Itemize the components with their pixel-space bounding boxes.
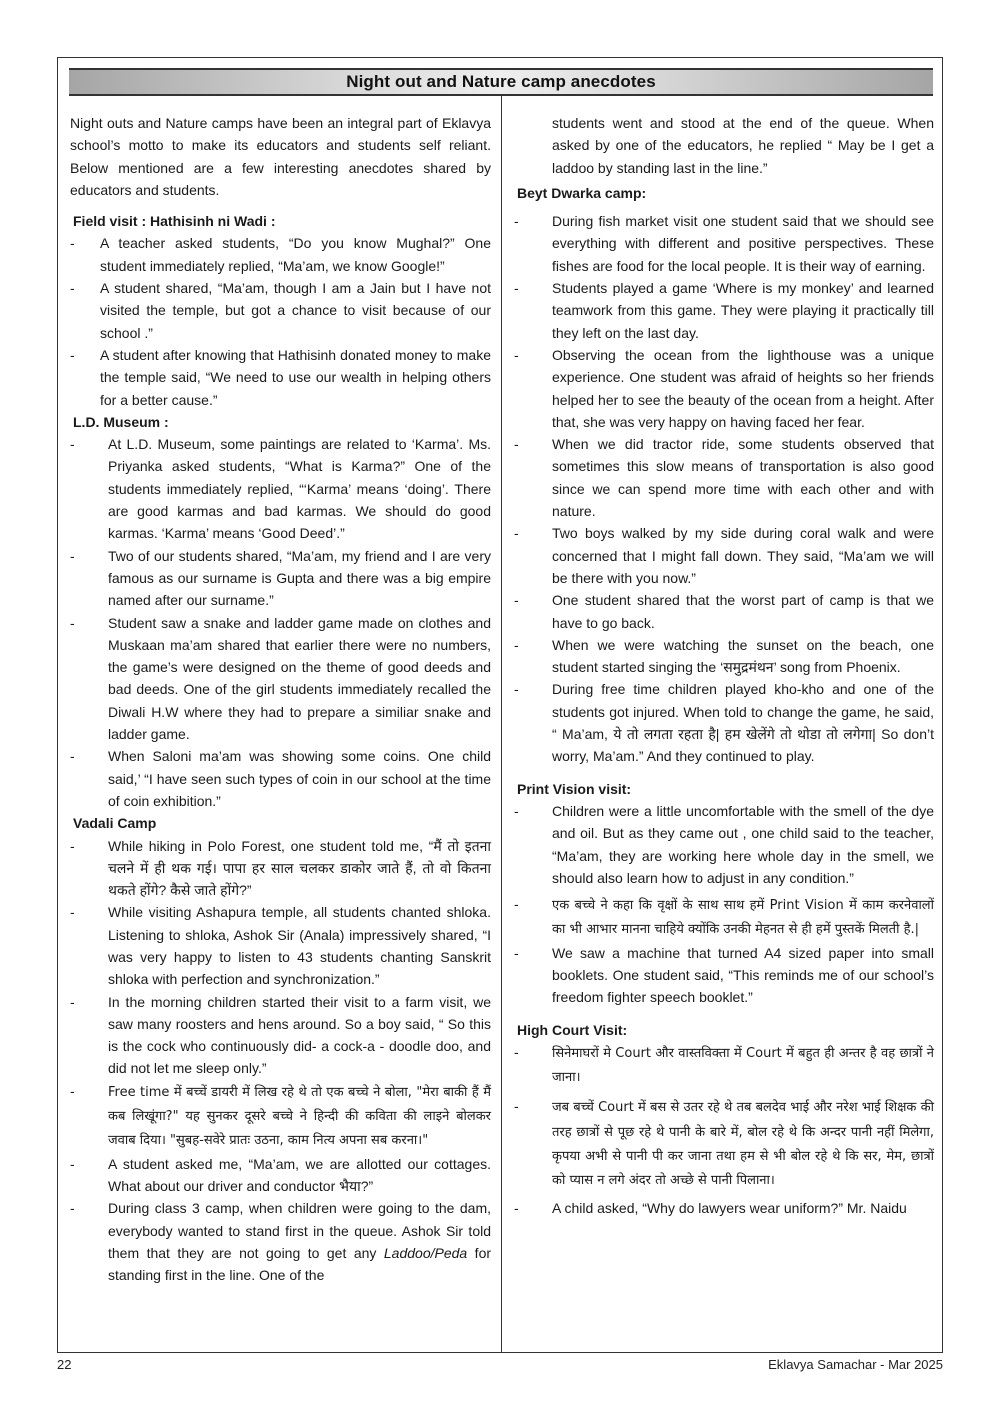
article-title: Night out and Nature camp anecdotes [346,72,656,91]
bullet-dash: - [514,1043,519,1060]
bullet-dash: - [514,436,519,453]
section-heading-hathisinh: Field visit : Hathisinh ni Wadi : [73,213,276,230]
bullet-dash: - [70,748,75,765]
bullet-dash: - [514,213,519,230]
bullet-dash: - [70,235,75,252]
list-item: - Free time में बच्चें डायरी में लिख रहे थे तो एक बच्चे ने बोला, "मेरा बाकी हैं मैं कब लिखूंगा?" यह सुनकर दूसरे बच्चे ने हिन्दी की कविता की लाइने बोलकर जवाब दिया। "सुबह-सवेरे प्रातः उठना, काम नित्य अपना सब करना।" [70,1080,491,1153]
bullet-dash: - [70,614,75,631]
list-item: - A student after knowing that Hathisinh donated money to make the temple said, “We need to use our wealth in helping others for a better cause.” [70,344,491,411]
title-banner [69,68,933,96]
bullet-dash: - [70,1082,75,1099]
list-item: - A student shared, “Ma’am, though I am a Jain but I have not visited the temple, but got a chance to visit because of our school .” [70,277,491,344]
section-heading-high-court: High Court Visit: [517,1021,628,1038]
list-item: - A teacher asked students, “Do you know Mughal?” One student immediately replied, “Ma’am, we know Google!” [70,232,491,277]
list-item: - Students played a game ‘Where is my monkey’ and learned teamwork from this game. They were playing it practically till they left on the last day. [514,277,934,344]
list-item: - While visiting Ashapura temple, all students chanted shloka. Listening to shloka, Ashok Sir (Anala) impressively shared, “I was very happy to listen to 43 students chanting Sanskrit shloka with perfection and synchronization.” [70,901,491,990]
list-item: - Student saw a snake and ladder game made on clothes and Muskaan ma’am shared that earlier there were no numbers, the game’s were designed on the theme of good deeds and bad deeds. One of the girl students immediately recalled the Diwali H.W where they had to prepare a similiar snake and ladder game. [70,612,491,746]
bullet-dash: - [70,904,75,921]
section-heading-print-vision: Print Vision visit: [517,780,632,797]
bullet-dash: - [514,1199,519,1216]
list-item: - At L.D. Museum, some paintings are related to ‘Karma’. Ms. Priyanka asked students, “What is Karma?” One of the students immediately replied, “‘Karma’ means ‘doing’. There are good karmas and bad karmas. We should do good karmas. ‘Karma’ means ‘Good Deed’.” [70,433,491,544]
bullet-dash: - [514,280,519,297]
article-frame [57,57,943,1353]
hathisinh-list [70,232,491,410]
left-column [70,112,491,1286]
list-item: - During fish market visit one student said that we should see everything with different and positive perspectives. These fishes are food for the local people. It is their way of earning. [514,210,934,277]
ld-museum-list [70,433,491,812]
bullet-dash: - [70,280,75,297]
list-item: - Two boys walked by my side during coral walk and were concerned that I might fall down. They said, “Ma’am we will be there with you now.” [514,522,934,589]
list-item: - When Saloni ma’am was showing some coins. One child said,’ “I have seen such types of coin in our school at the time of coin exhibition.” [70,745,491,812]
right-column [514,112,934,1219]
list-item: - When we were watching the sunset on the beach, one student started singing the ‘समुद्रमंथन’ song from Phoenix. [514,634,934,679]
continued-paragraph: students went and stood at the end of the queue. When asked by one of the educators, he replied “ May be I get a laddoo by standing last in the line.” [552,115,934,176]
list-item: - Two of our students shared, “Ma’am, my friend and I are very famous as our surname is Gupta and there was a big empire named after our surname.” [70,545,491,612]
section-heading-ld-museum: L.D. Museum : [73,413,169,430]
list-item: - During free time children played kho-kho and one of the students got injured. When told to change the game, he said, “ Ma’am, ये तो लगता रहता है| हम खेलेंगे तो थोडा तो लगेगा| So don’t worry, Ma’am.” And they continued to play. [514,678,934,767]
bullet-dash: - [514,636,519,653]
list-item: - During class 3 camp, when children were going to the dam, everybody wanted to stand first in the queue. Ashok Sir told them that they are not going to get any Laddoo/Peda for standing first in the line. One of the [70,1197,491,1286]
publication-footer: Eklavya Samachar - Mar 2025 [768,1357,943,1372]
laddoo-peda-italic: Laddoo/Peda [383,1244,468,1261]
bullet-dash: - [514,896,519,913]
section-heading-vadali-camp: Vadali Camp [73,815,157,832]
list-item: - One student shared that the worst part of camp is that we have to go back. [514,589,934,634]
bullet-dash: - [514,944,519,961]
bullet-dash: - [70,547,75,564]
bullet-dash: - [70,436,75,453]
high-court-list [514,1041,934,1219]
bullet-dash: - [514,592,519,609]
list-item: - A student asked me, “Ma’am, we are allotted our cottages. What about our driver and conductor भैया?” [70,1153,491,1198]
bullet-dash: - [70,993,75,1010]
list-item: - A child asked, “Why do lawyers wear uniform?” Mr. Naidu [514,1197,934,1219]
bullet-dash: - [514,1098,519,1115]
page-number: 22 [57,1357,72,1372]
list-item: - We saw a machine that turned A4 sized paper into small booklets. One student said, “This reminds me of our school’s freedom fighter speech booklet.” [514,942,934,1009]
intro-paragraph: Night outs and Nature camps have been an integral part of Eklavya school’s motto to make its educators and students self reliant. Below mentioned are a few interesting anecdotes shared by educators and students. [70,115,491,198]
list-item: - जब बच्चें Court में बस से उतर रहे थे तब बलदेव भाई और नरेश भाई शिक्षक की तरह छात्रों से पूछ रहे थे पानी के बारे में, बोल रहे थे कि अन्दर पानी नहीं मिलेगा, कृपया अभी से पानी पी कर जाना तथा हम से भी बोल रहे थे कि सर, मेम, छात्रों को प्यास न लगे अंदर तो अच्छे से पानी पिलाना। [514,1095,934,1192]
vadali-camp-list [70,835,491,1287]
bullet-dash: - [70,346,75,363]
list-item: - When we did tractor ride, some students observed that sometimes this slow means of transportation is also good since we can spend more time with each other and with nature. [514,433,934,522]
print-vision-list [514,800,934,1009]
section-heading-beyt-dwarka: Beyt Dwarka camp: [517,184,647,201]
list-item: - While hiking in Polo Forest, one student told me, “मैं तो इतना चलने में ही थक गई। पापा हर साल चलकर डाकोर जाते हैं, तो वो कितना थकते होंगे? कैसे जाते होंगे?” [70,835,491,902]
list-item: - In the morning children started their visit to a farm visit, we saw many roosters and hens around. So a boy said, “ So this is the cock who continuously did- a cock-a - doodle doo, and did not let me sleep only.” [70,991,491,1080]
bullet-dash: - [514,802,519,819]
list-item: - एक बच्चे ने कहा कि वृक्षों के साथ साथ हमें Print Vision में काम करनेवालों का भी आभार मानना चाहिये क्योंकि उनकी मेहनत से ही हमें पुस्तकें मिलती है.| [514,893,934,942]
bullet-dash: - [70,837,75,854]
bullet-dash: - [70,1155,75,1172]
beyt-dwarka-list [514,210,934,767]
list-item: - Children were a little uncomfortable with the smell of the dye and oil. But as they came out , one child said to the teacher, “Ma’am, they are working here whole day in the smell, we should also learn how to adjust in any condition.” [514,800,934,889]
bullet-dash: - [514,525,519,542]
list-item: - Observing the ocean from the lighthouse was a unique experience. One student was afraid of heights so her friends helped her to see the beauty of the ocean from a height. After that, she was very happy on having faced her fear. [514,344,934,433]
bullet-dash: - [514,681,519,698]
column-divider [501,96,502,1353]
list-item: - सिनेमाघरों मे Court और वास्तविक्ता में Court में बहुत ही अन्तर है वह छात्रों ने जाना। [514,1041,934,1090]
bullet-dash: - [70,1200,75,1217]
bullet-dash: - [514,346,519,363]
